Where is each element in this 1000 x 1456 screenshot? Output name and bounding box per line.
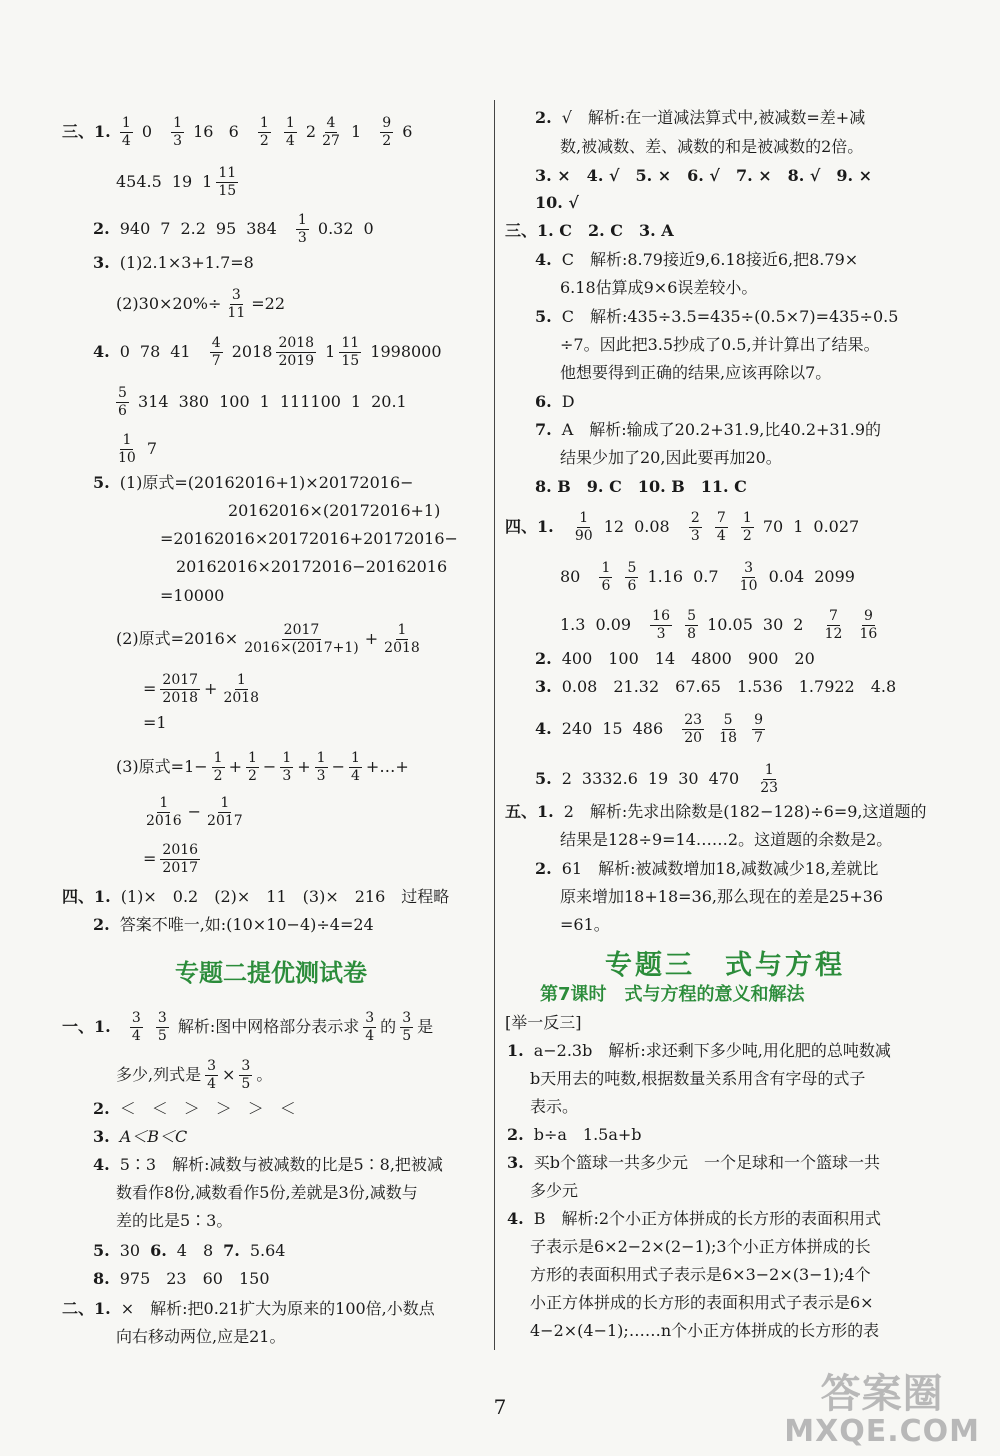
fraction: $\frac{7}{4}$ — [716, 510, 726, 544]
answer-line: $\frac{1}{10}$ 7 — [118, 432, 158, 466]
fraction: $\frac{1}{2017}$ — [207, 795, 243, 829]
answer-line: 差的比是5∶3。 — [116, 1211, 233, 1230]
fraction: $\frac{1}{2}$ — [213, 750, 223, 784]
answer-line: 2. √ 解析:在一道减法算式中,被减数=差+减 — [535, 108, 866, 127]
answer-line: 7. A 解析:输成了20.2+31.9,比40.2+31.9的 — [535, 420, 882, 439]
answer-line: (2)30×20%÷ $\frac{3}{11}$ =22 — [116, 287, 285, 321]
answer-line: 4. B 解析:2个小正方体拼成的长方形的表面积用式 — [507, 1209, 882, 1228]
answer-line: 8. B 9. C 10. B 11. C — [535, 477, 747, 496]
answer-line: 五、1. 2 解析:先求出除数是(182−128)÷6=9,这道题的 — [505, 802, 927, 821]
answer-line: 4. 240 15 486 $\frac{23}{20}$ $\frac{5}{18}$ $\frac{9}{7}$ — [535, 712, 764, 746]
section-tag: [举一反三] — [505, 1013, 582, 1032]
fraction: $\frac{1}{4}$ — [121, 115, 131, 149]
answer-line: 20162016×(20172016+1) — [228, 501, 441, 520]
fraction: $\frac{1}{10}$ — [118, 432, 136, 466]
answer-line: 5. (1)原式=(20162016+1)×20172016− — [93, 473, 414, 492]
answer-line: 原来增加18+18=36,那么现在的差是25+36 — [560, 887, 884, 906]
fraction: $\frac{1}{2018}$ — [223, 672, 260, 706]
answer-line: 20162016×20172016−20162016 — [176, 557, 448, 576]
answer-line: 表示。 — [530, 1097, 579, 1116]
answer-line: 4. 0 78 41 $\frac{4}{7}$ 2018 $\frac{2018}{2019}$ 1 $\frac{11}{15}$ 1998000 — [93, 335, 442, 369]
answer-line: 3. A＜B＜C — [93, 1127, 188, 1146]
fraction: $\frac{7}{12}$ — [824, 608, 843, 642]
answer-line: 小正方体拼成的长方形的表面积用式子表示是6× — [530, 1293, 874, 1312]
fraction: $\frac{3}{5}$ — [402, 1010, 412, 1044]
answer-line: 他想要得到正确的结果,应该再除以7。 — [560, 363, 832, 382]
fraction: $\frac{23}{20}$ — [684, 712, 703, 746]
fraction: $\frac{5}{6}$ — [627, 560, 637, 594]
answer-line: 5. 2 3332.6 19 30 470 $\frac{1}{23}$ — [535, 762, 779, 796]
answer-line: 结果少加了20,因此要再加20。 — [560, 448, 782, 467]
answer-line: 80 $\frac{1}{6}$ $\frac{5}{6}$ 1.16 0.7 $\frac{3}{10}$ 0.04 2099 — [560, 560, 855, 594]
fraction: $\frac{5}{6}$ — [118, 385, 127, 419]
answer-line: =61。 — [560, 915, 610, 934]
fraction: $\frac{11}{15}$ — [218, 165, 237, 199]
answer-line: 一、1. $\frac{3}{4}$ $\frac{3}{5}$ 解析:图中网格部分表示求 $\frac{3}{4}$ 的 $\frac{3}{5}$ 是 — [62, 1010, 434, 1044]
answer-line: = $\frac{2016}{2017}$ — [143, 842, 199, 876]
fraction: $\frac{3}{5}$ — [157, 1010, 167, 1044]
answer-line: 3. 0.08 21.32 67.65 1.536 1.7922 4.8 — [535, 677, 897, 696]
answer-line: 2. b÷a 1.5a+b — [507, 1125, 642, 1144]
answer-line: 2. ＜ ＜ ＞ ＞ ＞ ＜ — [93, 1099, 296, 1118]
answer-line: 三、1. C 2. C 3. A — [505, 221, 674, 240]
fraction: $\frac{1}{3}$ — [297, 212, 307, 246]
fraction: $\frac{3}{4}$ — [131, 1010, 141, 1044]
answer-line: 4. C 解析:8.79接近9,6.18接近6,把8.79× — [535, 250, 859, 269]
answer-line: 3. 买b个篮球一共多少元 一个足球和一个篮球一共 — [507, 1153, 880, 1172]
lesson-title: 第7课时 式与方程的意义和解法 — [540, 984, 805, 1005]
fraction: $\frac{1}{4}$ — [285, 115, 295, 149]
answer-line: b天用去的吨数,根据数量关系用含有字母的式子 — [530, 1069, 866, 1088]
fraction: $\frac{1}{3}$ — [316, 750, 326, 784]
answer-line: 二、1. × 解析:把0.21扩大为原来的100倍,小数点 — [62, 1299, 435, 1318]
answer-line: 2. 答案不唯一,如:(10×10−4)÷4=24 — [93, 915, 374, 934]
fraction: $\frac{3}{4}$ — [365, 1010, 375, 1044]
fraction: $\frac{4}{27}$ — [322, 115, 340, 149]
answer-line: 2. 940 7 2.2 95 384 $\frac{1}{3}$ 0.32 0 — [93, 212, 374, 246]
fraction: $\frac{5}{8}$ — [687, 608, 697, 642]
answer-line: 1.3 0.09 $\frac{16}{3}$ $\frac{5}{8}$ 10.05 30 2 $\frac{7}{12}$ $\frac{9}{16}$ — [560, 608, 878, 642]
fraction: $\frac{1}{2016}$ — [146, 795, 182, 829]
watermark-logo: 答案圈 MXQE.COM — [784, 1371, 980, 1449]
fraction: $\frac{2016}{2017}$ — [162, 842, 199, 876]
answer-line: 结果是128÷9=14……2。这道题的余数是2。 — [560, 830, 893, 849]
answer-line: 子表示是6×2−2×(2−1);3个小正方体拼成的长 — [530, 1237, 871, 1256]
answer-line: 多少,列式是 $\frac{3}{4}$ × $\frac{3}{5}$ 。 — [116, 1058, 273, 1092]
answer-line: 8. 975 23 60 150 — [93, 1269, 270, 1288]
answer-line: (3)原式=1− $\frac{1}{2}$ + $\frac{1}{2}$ − $\frac{1}{3}$ + $\frac{1}{3}$ − $\frac{1}{4}$ +…+ — [116, 750, 409, 784]
answer-line: =20162016×20172016+20172016− — [160, 529, 458, 548]
answer-line: 三、1. $\frac{1}{4}$ 0 $\frac{1}{3}$ 16 6 $\frac{1}{2}$ $\frac{1}{4}$ 2 $\frac{4}{27}$ 1 $\frac{9}{2}$ 6 — [62, 115, 413, 149]
fraction: $\frac{4}{7}$ — [211, 335, 221, 369]
fraction: $\frac{1}{3}$ — [282, 750, 292, 784]
fraction: $\frac{2}{3}$ — [690, 510, 700, 544]
answer-line: 454.5 19 1 $\frac{11}{15}$ — [116, 165, 237, 199]
fraction: $\frac{1}{90}$ — [574, 510, 593, 544]
answer-line: 3. (1)2.1×3+1.7=8 — [93, 253, 254, 272]
section-title: 专题三 式与方程 — [605, 950, 845, 981]
answer-line: =1 — [143, 713, 167, 732]
answer-line: 4−2×(4−1);……n个小正方体拼成的长方形的表 — [530, 1321, 880, 1340]
fraction: $\frac{9}{7}$ — [754, 712, 764, 746]
fraction: $\frac{1}{2}$ — [259, 115, 269, 149]
answer-line: 2. 61 解析:被减数增加18,减数减少18,差就比 — [535, 859, 879, 878]
fraction: $\frac{1}{4}$ — [350, 750, 360, 784]
answer-line: 2. 400 100 14 4800 900 20 — [535, 649, 815, 668]
fraction: $\frac{3}{5}$ — [241, 1058, 251, 1092]
answer-line: 6.18估算成9×6误差较小。 — [560, 278, 758, 297]
answer-line: 4. 5∶3 解析:减数与被减数的比是5∶8,把被减 — [93, 1155, 443, 1174]
answer-line: 方形的表面积用式子表示是6×3−2×(3−1);4个 — [530, 1265, 871, 1284]
fraction: $\frac{1}{6}$ — [601, 560, 611, 594]
fraction: $\frac{3}{4}$ — [207, 1058, 217, 1092]
column-divider — [494, 100, 495, 1350]
fraction: $\frac{3}{11}$ — [227, 287, 246, 321]
fraction: $\frac{2018}{2019}$ — [278, 335, 315, 369]
answer-line: (2)原式=2016× $\frac{2017}{2016\times(2017+1)}$ + $\frac{1}{2018}$ — [116, 622, 420, 656]
answer-line: $\frac{5}{6}$ 314 380 100 1 111100 1 20.1 — [118, 385, 407, 419]
answer-line: 10. √ — [535, 193, 579, 212]
answer-line: 5. 30 6. 4 8 7. 5.64 — [93, 1241, 286, 1260]
fraction: $\frac{2017}{2016\times(2017+1)}$ — [244, 622, 359, 656]
answer-line: 向右移动两位,应是21。 — [116, 1327, 286, 1346]
answer-line: 6. D — [535, 392, 575, 411]
fraction: $\frac{9}{2}$ — [382, 115, 392, 149]
page-number: 7 — [493, 1395, 507, 1419]
fraction: $\frac{2017}{2018}$ — [162, 672, 199, 706]
answer-line: = $\frac{2017}{2018}$ + $\frac{1}{2018}$ — [143, 672, 260, 706]
fraction: $\frac{1}{23}$ — [760, 762, 779, 796]
answer-line: 数看作8份,减数看作5份,差就是3份,减数与 — [116, 1183, 418, 1202]
answer-line: 四、1. $\frac{1}{90}$ 12 0.08 $\frac{2}{3}$ $\frac{7}{4}$ $\frac{1}{2}$ 70 1 0.027 — [505, 510, 860, 544]
fraction: $\frac{16}{3}$ — [652, 608, 670, 642]
section-title: 专题二提优测试卷 — [175, 959, 367, 987]
fraction: $\frac{11}{15}$ — [341, 335, 360, 369]
fraction: $\frac{1}{2}$ — [742, 510, 752, 544]
fraction: $\frac{5}{18}$ — [719, 712, 737, 746]
answer-line: 多少元 — [530, 1181, 579, 1200]
fraction: $\frac{1}{2018}$ — [384, 622, 420, 656]
answer-line: =10000 — [160, 586, 225, 605]
answer-line: ÷7。因此把3.5抄成了0.5,并计算出了结果。 — [560, 335, 880, 354]
fraction: $\frac{1}{2}$ — [248, 750, 257, 784]
answer-line: 5. C 解析:435÷3.5=435÷(0.5×7)=435÷0.5 — [535, 307, 899, 326]
answer-line: $\frac{1}{2016}$ − $\frac{1}{2017}$ — [146, 795, 243, 829]
answer-line: 1. a−2.3b 解析:求还剩下多少吨,用化肥的总吨数减 — [507, 1041, 891, 1060]
answer-line: 3. × 4. √ 5. × 6. √ 7. × 8. √ 9. × — [535, 166, 873, 185]
fraction: $\frac{3}{10}$ — [739, 560, 758, 594]
fraction: $\frac{9}{16}$ — [859, 608, 878, 642]
answer-line: 数,被减数、差、减数的和是被减数的2倍。 — [560, 137, 864, 156]
fraction: $\frac{1}{3}$ — [173, 115, 183, 149]
answer-line: 四、1. (1)× 0.2 (2)× 11 (3)× 216 过程略 — [62, 887, 450, 906]
